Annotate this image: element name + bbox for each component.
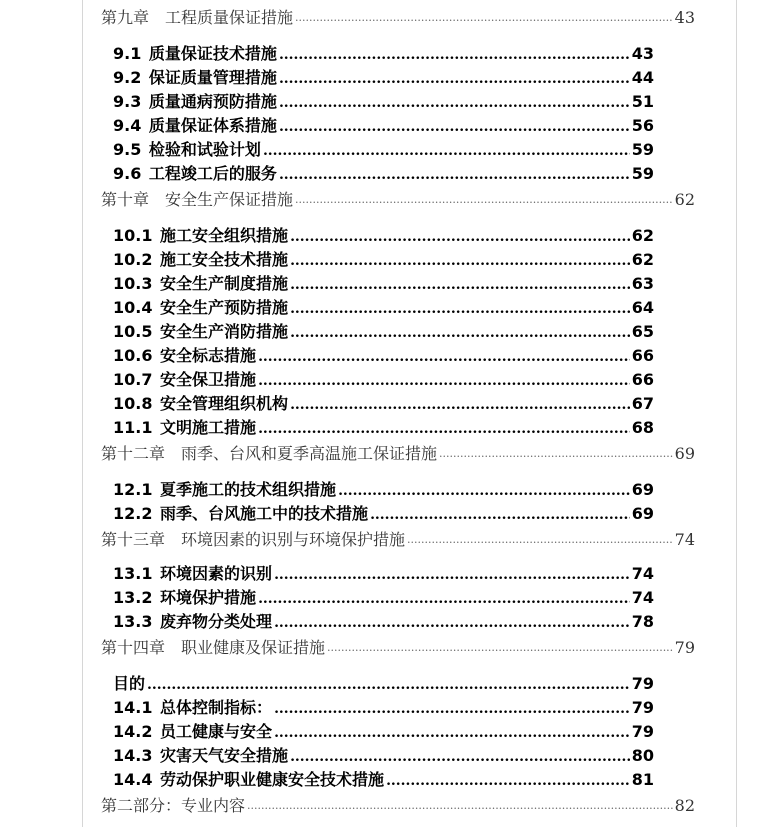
toc-section-number: 10.2 <box>113 250 159 269</box>
toc-entry-label: 工程竣工后的服务 <box>148 164 277 183</box>
toc-page-number: 64 <box>631 298 654 317</box>
toc-page-number: 65 <box>631 322 654 341</box>
toc-section-number: 10.6 <box>113 346 159 365</box>
toc-entry-label: 总体控制指标： <box>160 698 273 717</box>
toc-section-entry[interactable] <box>113 588 654 608</box>
toc-section-number: 9.4 <box>113 116 147 135</box>
toc-chapter-entry[interactable] <box>101 8 695 28</box>
toc-dot-leader <box>290 278 630 294</box>
toc-entry-label: 检验和试验计划 <box>148 140 261 159</box>
toc-dot-leader <box>147 678 630 694</box>
toc-page-number: 74 <box>674 530 695 549</box>
toc-dot-leader <box>295 12 673 28</box>
toc-chapter-entry[interactable] <box>101 796 695 816</box>
toc-entry-label: 夏季施工的技术组织措施 <box>160 480 337 499</box>
toc-dot-leader <box>274 702 630 718</box>
toc-entry-title <box>113 698 272 718</box>
toc-entry-title <box>113 92 277 112</box>
toc-dot-leader <box>274 568 630 584</box>
toc-section-entry[interactable] <box>113 44 654 64</box>
toc-section-entry[interactable] <box>113 274 654 294</box>
toc-dot-leader <box>290 302 630 318</box>
toc-page-number: 82 <box>674 796 695 815</box>
toc-entry-label: 文明施工措施 <box>160 418 257 437</box>
toc-page-number: 69 <box>631 504 654 523</box>
toc-section-entry[interactable] <box>113 612 654 632</box>
toc-dot-leader <box>370 508 630 524</box>
toc-entry-label: 施工安全组织措施 <box>160 226 289 245</box>
toc-entry-label: 雨季、台风施工中的技术措施 <box>160 504 369 523</box>
toc-dot-leader <box>258 422 630 438</box>
toc-entry-label: 安全标志措施 <box>160 346 257 365</box>
toc-dot-leader <box>338 484 630 500</box>
toc-chapter-entry[interactable] <box>101 638 695 658</box>
toc-entry-label: 第九章 工程质量保证措施 <box>101 8 294 27</box>
toc-entry-label: 目的 <box>113 674 146 693</box>
toc-entry-label: 安全管理组织机构 <box>160 394 289 413</box>
toc-entry-label: 第十二章 雨季、台风和夏季高温施工保证措施 <box>101 444 438 463</box>
toc-entry-label: 环境因素的识别 <box>160 564 273 583</box>
toc-section-number: 14.3 <box>113 746 159 765</box>
toc-entry-label: 安全生产预防措施 <box>160 298 289 317</box>
toc-entry-title <box>113 370 256 390</box>
toc-page-number: 81 <box>631 770 654 789</box>
toc-section-number: 10.1 <box>113 226 159 245</box>
toc-section-number: 14.2 <box>113 722 159 741</box>
toc-section-entry[interactable] <box>113 322 654 342</box>
toc-entry-title <box>113 226 288 246</box>
toc-dot-leader <box>386 774 630 790</box>
toc-dot-leader <box>279 168 630 184</box>
toc-page-number: 79 <box>631 674 654 693</box>
toc-page-number: 79 <box>631 698 654 717</box>
toc-section-number: 9.6 <box>113 164 147 183</box>
toc-entry-label: 施工安全技术措施 <box>160 250 289 269</box>
toc-entry-label: 第十四章 职业健康及保证措施 <box>101 638 326 657</box>
toc-section-entry[interactable] <box>113 564 654 584</box>
toc-entry-title <box>113 770 384 790</box>
toc-section-number: 12.1 <box>113 480 159 499</box>
toc-page-number: 66 <box>631 370 654 389</box>
toc-dot-leader <box>258 350 630 366</box>
toc-entry-title <box>113 674 145 694</box>
toc-entry-label: 劳动保护职业健康安全技术措施 <box>160 770 385 789</box>
toc-section-number: 11.1 <box>113 418 159 437</box>
toc-section-entry[interactable] <box>113 116 654 136</box>
toc-dot-leader <box>274 726 630 742</box>
toc-section-entry[interactable] <box>113 698 654 718</box>
toc-page-number: 79 <box>674 638 695 657</box>
toc-chapter-entry[interactable] <box>101 444 695 464</box>
toc-section-entry[interactable] <box>113 250 654 270</box>
toc-entry-label: 灾害天气安全措施 <box>160 746 289 765</box>
toc-page-number: 62 <box>674 190 695 209</box>
toc-section-entry[interactable] <box>113 480 654 500</box>
toc-section-number: 9.5 <box>113 140 147 159</box>
toc-page-number: 62 <box>631 250 654 269</box>
toc-dot-leader <box>290 326 630 342</box>
toc-dot-leader <box>258 374 630 390</box>
toc-section-number: 10.4 <box>113 298 159 317</box>
toc-section-entry[interactable] <box>113 370 654 390</box>
toc-entry-label: 环境保护措施 <box>160 588 257 607</box>
toc-dot-leader <box>407 534 673 550</box>
toc-entry-title <box>113 250 288 270</box>
toc-entry-title <box>113 746 288 766</box>
toc-entry-title <box>101 444 437 464</box>
toc-section-entry[interactable] <box>113 504 654 524</box>
toc-chapter-entry[interactable] <box>101 530 695 550</box>
toc-section-entry[interactable] <box>113 346 654 366</box>
toc-page-number: 43 <box>674 8 695 27</box>
toc-entry-title <box>101 8 293 28</box>
toc-entry-label: 第二部分：专业内容 <box>101 796 246 815</box>
toc-dot-leader <box>263 144 630 160</box>
toc-entry-label: 质量保证技术措施 <box>148 44 277 63</box>
toc-page-number: 78 <box>631 612 654 631</box>
toc-entry-title <box>113 298 288 318</box>
toc-page-number: 68 <box>631 418 654 437</box>
toc-dot-leader <box>247 800 673 816</box>
toc-entry-title <box>113 164 277 184</box>
toc-entry-title <box>113 140 261 160</box>
toc-section-number: 10.8 <box>113 394 159 413</box>
toc-section-number: 9.2 <box>113 68 147 87</box>
toc-page-number: 79 <box>631 722 654 741</box>
toc-section-number: 13.1 <box>113 564 159 583</box>
toc-entry-label: 员工健康与安全 <box>160 722 273 741</box>
toc-section-number: 14.4 <box>113 770 159 789</box>
toc-entry-title <box>113 116 277 136</box>
toc-section-entry[interactable] <box>113 722 654 742</box>
toc-section-entry[interactable] <box>113 394 654 414</box>
toc-page-number: 74 <box>631 588 654 607</box>
toc-section-number: 13.2 <box>113 588 159 607</box>
toc-entry-title <box>113 44 277 64</box>
toc-dot-leader <box>290 750 630 766</box>
toc-entry-label: 质量通病预防措施 <box>148 92 277 111</box>
toc-chapter-entry[interactable] <box>101 190 695 210</box>
toc-dot-leader <box>279 48 630 64</box>
toc-dot-leader <box>279 120 630 136</box>
toc-section-entry[interactable] <box>113 418 654 438</box>
toc-dot-leader <box>327 642 673 658</box>
toc-entry-title <box>113 564 272 584</box>
toc-page-number: 66 <box>631 346 654 365</box>
toc-section-entry[interactable] <box>113 226 654 246</box>
toc-entry-title <box>113 394 288 414</box>
toc-entry-label: 质量保证体系措施 <box>148 116 277 135</box>
toc-section-number: 9.1 <box>113 44 147 63</box>
toc-entry-title <box>113 480 336 500</box>
toc-section-entry[interactable] <box>113 298 654 318</box>
toc-page-number: 59 <box>631 164 654 183</box>
toc-entry-title <box>113 68 277 88</box>
toc-dot-leader <box>279 96 630 112</box>
toc-page-number: 74 <box>631 564 654 583</box>
toc-page-number: 59 <box>631 140 654 159</box>
toc-entry-title <box>113 418 256 438</box>
toc-page-number: 56 <box>631 116 654 135</box>
toc-section-entry[interactable] <box>113 746 654 766</box>
toc-page-number: 69 <box>631 480 654 499</box>
toc-entry-title <box>113 504 368 524</box>
toc-page-number: 62 <box>631 226 654 245</box>
toc-section-entry[interactable] <box>113 92 654 112</box>
toc-page-number: 44 <box>631 68 654 87</box>
toc-entry-label: 安全保卫措施 <box>160 370 257 389</box>
toc-dot-leader <box>279 72 630 88</box>
toc-entry-title <box>113 322 288 342</box>
toc-section-number: 12.2 <box>113 504 159 523</box>
toc-dot-leader <box>258 592 630 608</box>
toc-entry-title <box>113 274 288 294</box>
toc-section-number: 10.3 <box>113 274 159 293</box>
toc-section-entry[interactable] <box>113 674 654 694</box>
toc-entry-label: 安全生产消防措施 <box>160 322 289 341</box>
toc-section-entry[interactable] <box>113 68 654 88</box>
toc-dot-leader <box>290 398 630 414</box>
toc-page-number: 63 <box>631 274 654 293</box>
toc-page-number: 51 <box>631 92 654 111</box>
toc-page-number: 67 <box>631 394 654 413</box>
toc-entry-label: 安全生产制度措施 <box>160 274 289 293</box>
toc-section-entry[interactable] <box>113 140 654 160</box>
toc-section-number: 13.3 <box>113 612 159 631</box>
toc-dot-leader <box>290 254 630 270</box>
toc-page-number: 43 <box>631 44 654 63</box>
toc-entry-label: 第十章 安全生产保证措施 <box>101 190 294 209</box>
toc-entry-title <box>101 190 293 210</box>
toc-entry-label: 废弃物分类处理 <box>160 612 273 631</box>
toc-section-number: 9.3 <box>113 92 147 111</box>
toc-entry-title <box>101 796 245 816</box>
toc-dot-leader <box>274 616 630 632</box>
toc-dot-leader <box>290 230 630 246</box>
toc-entry-title <box>113 588 256 608</box>
toc-entry-label: 保证质量管理措施 <box>148 68 277 87</box>
toc-entry-title <box>113 346 256 366</box>
toc-entry-title <box>101 530 405 550</box>
toc-entry-title <box>113 722 272 742</box>
toc-dot-leader <box>439 448 673 464</box>
toc-section-number: 10.5 <box>113 322 159 341</box>
toc-dot-leader <box>295 194 673 210</box>
toc-page-number: 69 <box>674 444 695 463</box>
toc-section-number: 10.7 <box>113 370 159 389</box>
toc-entry-label: 第十三章 环境因素的识别与环境保护措施 <box>101 530 406 549</box>
toc-entry-title <box>101 638 325 658</box>
toc-section-number: 14.1 <box>113 698 159 717</box>
toc-section-entry[interactable] <box>113 770 654 790</box>
toc-entry-title <box>113 612 272 632</box>
toc-section-entry[interactable] <box>113 164 654 184</box>
toc-page-number: 80 <box>631 746 654 765</box>
